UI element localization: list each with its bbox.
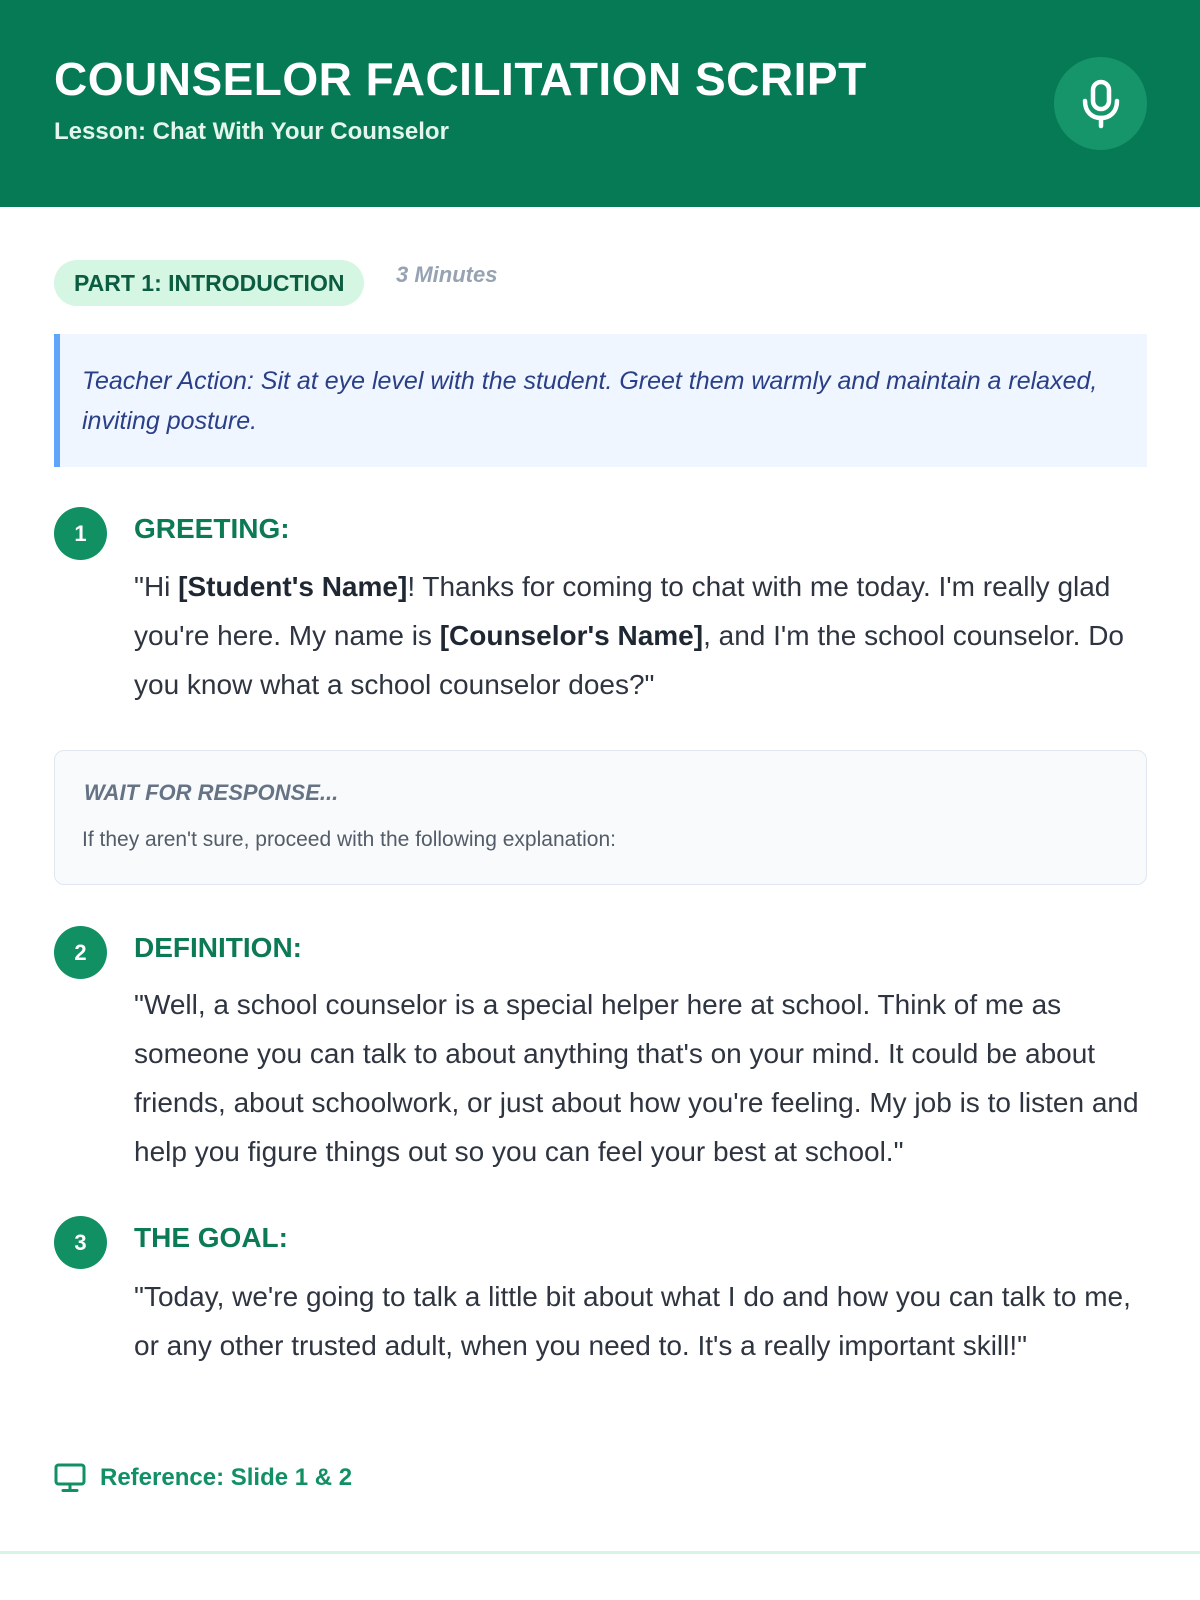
step-number-2: 2 <box>54 926 107 979</box>
step-number-3: 3 <box>54 1216 107 1269</box>
wait-response-box <box>54 750 1147 885</box>
student-name-placeholder: [Student's Name] <box>178 571 408 602</box>
duration-label: 3 Minutes <box>396 262 498 287</box>
reference-label: Reference: Slide 1 & 2 <box>100 1464 353 1491</box>
part-badge: PART 1: INTRODUCTION <box>54 260 364 306</box>
step-text-definition: "Well, a school counselor is a special helper here at school. Think of me as someone you can talk to about anything that's on your mind. It could be about friends, about schoolwork, or just about how you're feeling. My job is to listen and help you figure things out so you can feel your best at school." <box>134 989 1139 1167</box>
step-text-greeting: "Hi [Student's Name]! Thanks for coming to chat with me today. I'm really glad you're here. My name is [Counselor's Name], and I'm the school counselor. Do you know what a school counselor does?" <box>134 571 1124 700</box>
step-title-goal: THE GOAL: <box>134 1222 288 1253</box>
wait-response-title: WAIT FOR RESPONSE... <box>84 780 339 805</box>
microphone-icon <box>1054 57 1147 150</box>
counselor-name-placeholder: [Counselor's Name] <box>439 620 704 651</box>
step-title-definition: DEFINITION: <box>134 932 302 963</box>
slide-reference <box>54 1460 352 1496</box>
lesson-subtitle: Lesson: Chat With Your Counselor <box>54 118 449 145</box>
footer-divider <box>0 1551 1200 1554</box>
teacher-action-text: Teacher Action: Sit at eye level with the student. Greet them warmly and maintain a relaxed, inviting posture. <box>82 367 1098 435</box>
step-text-goal: "Today, we're going to talk a little bit about what I do and how you can talk to me, or any other trusted adult, when you need to. It's a really important skill!" <box>134 1281 1131 1361</box>
microphone-glyph <box>1079 79 1123 129</box>
wait-response-text: If they aren't sure, proceed with the following explanation: <box>82 828 616 851</box>
step-number-1: 1 <box>54 507 107 560</box>
monitor-icon <box>54 1463 86 1493</box>
step-title-greeting: GREETING: <box>134 513 290 544</box>
page-header <box>0 0 1200 207</box>
page-title: COUNSELOR FACILITATION SCRIPT <box>54 53 867 105</box>
